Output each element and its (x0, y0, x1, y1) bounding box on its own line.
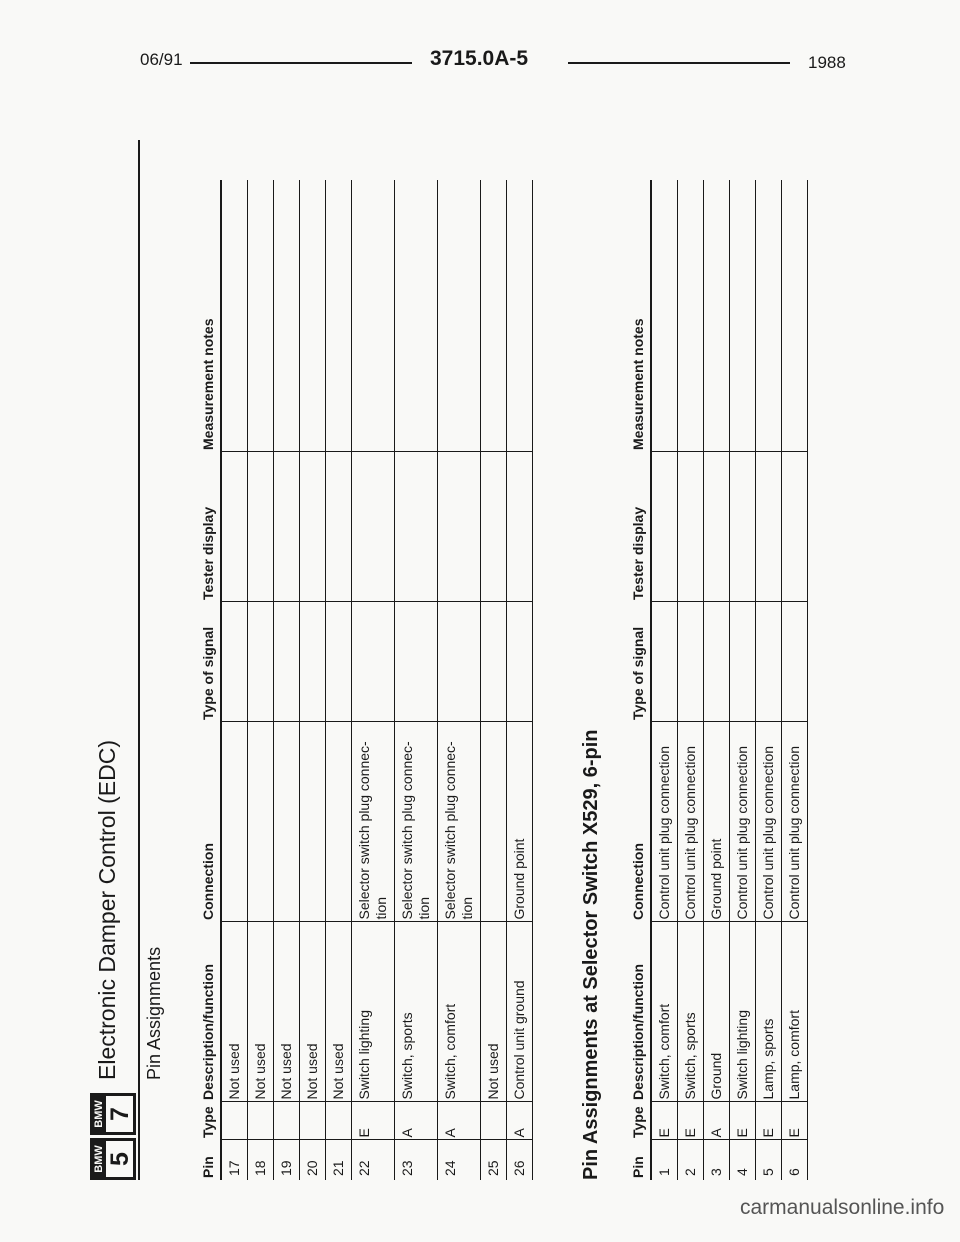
badge-brand: BMW (93, 1141, 106, 1177)
cell-pin: 23 (395, 1140, 438, 1180)
header-doc-number: 3715.0A-5 (430, 47, 529, 70)
cell-desc: Lamp, sports (756, 922, 782, 1102)
cell-pin: 6 (782, 1140, 808, 1180)
header-date: 06/91 (140, 50, 183, 69)
cell-conn: Ground point (704, 722, 730, 922)
cell-pin: 1 (651, 1140, 678, 1180)
cell-pin: 17 (221, 1140, 248, 1180)
header-year: 1988 (808, 53, 846, 72)
table-header-row (200, 180, 221, 1180)
pin-table-selector-switch (630, 180, 808, 1180)
cell-type: E (782, 1102, 808, 1140)
cell-conn: Control unit plug connection (678, 722, 704, 922)
cell-desc: Not used (221, 922, 248, 1102)
cell-pin: 3 (704, 1140, 730, 1180)
cell-conn: Selector switch plug connec-tion (438, 722, 481, 922)
col-tester-display: Tester display (200, 452, 221, 602)
col-signal-type: Type of signal (200, 602, 221, 722)
cell-type: E (352, 1102, 395, 1140)
cell-pin: 20 (300, 1140, 326, 1180)
cell-type (481, 1102, 507, 1140)
bmw-badge-1 (90, 1138, 136, 1180)
col-measurement-notes: Measurement notes (630, 180, 651, 452)
table-row (678, 180, 704, 1180)
cell-conn (481, 722, 507, 922)
table-row (481, 180, 507, 1180)
cell-type: A (704, 1102, 730, 1140)
table-row (326, 180, 352, 1180)
page-title: Electronic Damper Control (EDC) (94, 740, 120, 1080)
cell-conn: Control unit plug connection (782, 722, 808, 922)
cell-type (221, 1102, 248, 1140)
table-row (730, 180, 756, 1180)
cell-desc: Ground (704, 922, 730, 1102)
cell-type (248, 1102, 274, 1140)
rotated-page-body (90, 80, 850, 1180)
cell-conn: Ground point (507, 722, 533, 922)
pin-table-main (200, 180, 533, 1180)
cell-desc: Switch, comfort (438, 922, 481, 1102)
header-rule-left (190, 62, 412, 64)
table-row (704, 180, 730, 1180)
table-row (782, 180, 808, 1180)
model-badges (90, 1090, 136, 1180)
header-rule-right (568, 62, 790, 64)
cell-desc: Control unit ground (507, 922, 533, 1102)
cell-pin: 25 (481, 1140, 507, 1180)
page-subtitle: Pin Assignments (144, 946, 164, 1080)
table-row (395, 180, 438, 1180)
cell-type: E (730, 1102, 756, 1140)
cell-conn: Control unit plug connection (730, 722, 756, 922)
cell-type: E (756, 1102, 782, 1140)
col-description: Description/function (630, 922, 651, 1102)
cell-pin: 18 (248, 1140, 274, 1180)
cell-desc: Switch lighting (730, 922, 756, 1102)
watermark-text: carmanualsonline.info (740, 1196, 945, 1219)
table-row (352, 180, 395, 1180)
cell-pin: 26 (507, 1140, 533, 1180)
badge-brand: BMW (93, 1096, 106, 1132)
section2-title: Pin Assignments at Selector Switch X529, 6-pin (580, 729, 602, 1180)
cell-type (300, 1102, 326, 1140)
table-header-row (630, 180, 651, 1180)
cell-pin: 2 (678, 1140, 704, 1180)
cell-desc: Switch lighting (352, 922, 395, 1102)
cell-type: A (438, 1102, 481, 1140)
cell-type: A (507, 1102, 533, 1140)
col-connection: Connection (200, 722, 221, 922)
col-connection: Connection (630, 722, 651, 922)
cell-conn (274, 722, 300, 922)
cell-type: E (678, 1102, 704, 1140)
cell-type: A (395, 1102, 438, 1140)
col-tester-display: Tester display (630, 452, 651, 602)
cell-desc: Switch, sports (678, 922, 704, 1102)
col-type: Type (200, 1102, 221, 1140)
table-row (221, 180, 248, 1180)
cell-conn (248, 722, 274, 922)
bmw-badge-2 (90, 1093, 136, 1135)
cell-pin: 21 (326, 1140, 352, 1180)
cell-pin: 19 (274, 1140, 300, 1180)
table-row (651, 180, 678, 1180)
cell-desc: Switch, comfort (651, 922, 678, 1102)
cell-conn (300, 722, 326, 922)
cell-desc: Switch, sports (395, 922, 438, 1102)
cell-pin: 24 (438, 1140, 481, 1180)
cell-type: E (651, 1102, 678, 1140)
cell-conn: Selector switch plug connec-tion (395, 722, 438, 922)
cell-desc: Not used (300, 922, 326, 1102)
cell-pin: 4 (730, 1140, 756, 1180)
cell-conn (221, 722, 248, 922)
col-signal-type: Type of signal (630, 602, 651, 722)
title-rule (138, 140, 140, 1180)
cell-type (326, 1102, 352, 1140)
badge-series: 5 (106, 1152, 134, 1166)
table-row (438, 180, 481, 1180)
col-type: Type (630, 1102, 651, 1140)
table-row (300, 180, 326, 1180)
cell-desc: Not used (274, 922, 300, 1102)
cell-type (274, 1102, 300, 1140)
col-description: Description/function (200, 922, 221, 1102)
cell-desc: Not used (481, 922, 507, 1102)
col-pin: Pin (630, 1140, 651, 1180)
cell-desc: Not used (248, 922, 274, 1102)
table-row (274, 180, 300, 1180)
cell-pin: 5 (756, 1140, 782, 1180)
cell-conn: Control unit plug connection (651, 722, 678, 922)
cell-conn: Selector switch plug connec-tion (352, 722, 395, 922)
cell-desc: Lamp, comfort (782, 922, 808, 1102)
cell-pin: 22 (352, 1140, 395, 1180)
badge-series: 7 (106, 1107, 134, 1121)
cell-desc: Not used (326, 922, 352, 1102)
cell-conn (326, 722, 352, 922)
table-row (248, 180, 274, 1180)
col-measurement-notes: Measurement notes (200, 180, 221, 452)
col-pin: Pin (200, 1140, 221, 1180)
cell-conn: Control unit plug connection (756, 722, 782, 922)
table-row (756, 180, 782, 1180)
table-row (507, 180, 533, 1180)
